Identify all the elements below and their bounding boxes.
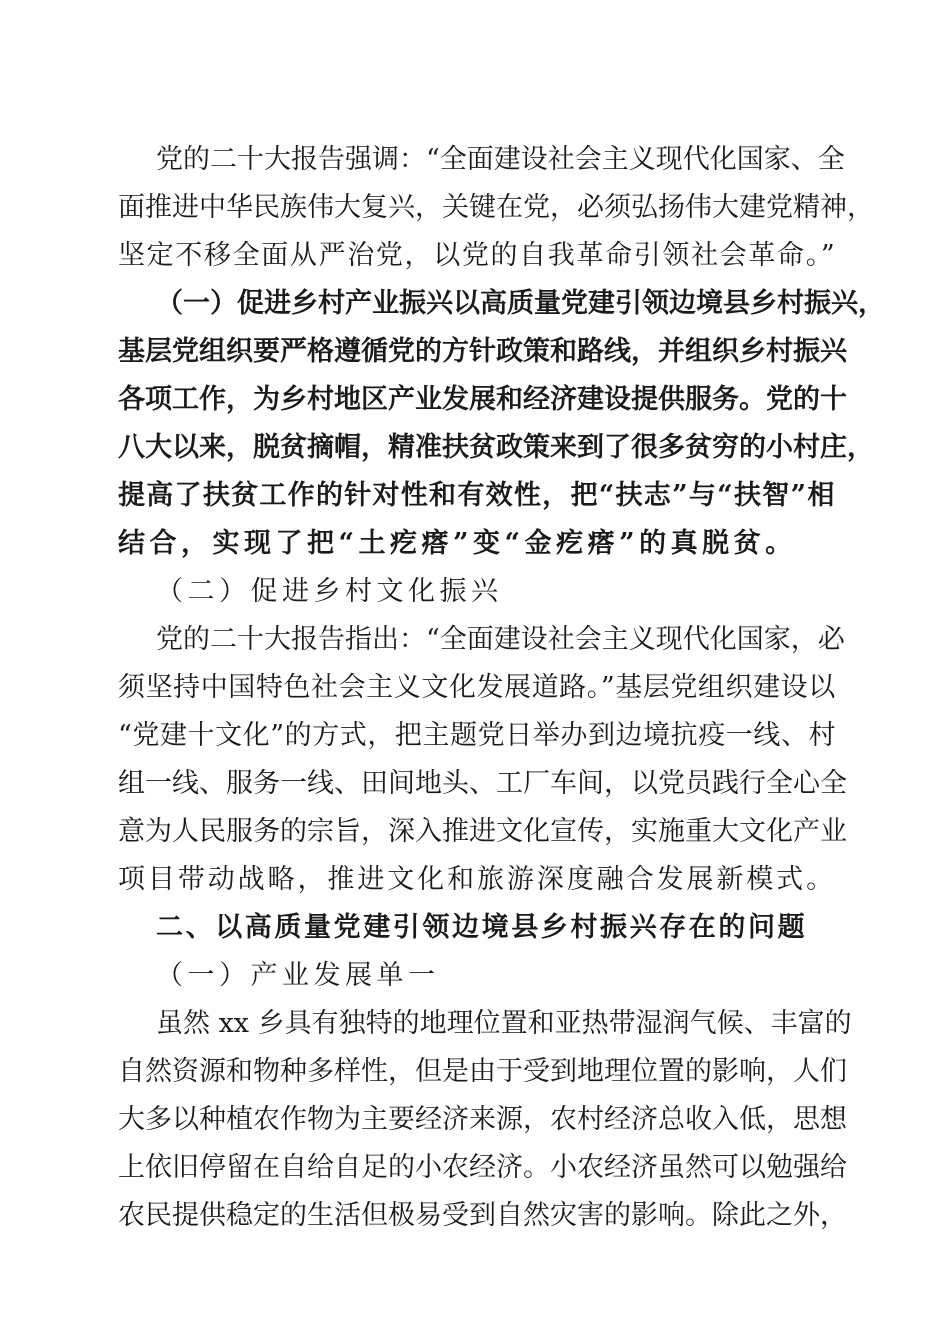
section-2-line-1: 党的二十大报告指出：“全面建设社会主义现代化国家，必 [156,624,845,655]
part-2-sub-1-line-4: 上依旧停留在自给自足的小农经济。小农经济虽然可以勉强给 [118,1152,847,1183]
part-2-sub-1-heading: （一）产业发展单一 [156,960,440,991]
part-2-sub-1-line-2: 自然资源和物种多样性，但是由于受到地理位置的影响，人们 [118,1056,847,1087]
section-2-line-6: 项目带动战略，推进文化和旅游深度融合发展新模式。 [118,864,836,895]
intro-quote-line-3: 坚定不移全面从严治党，以党的自我革命引领社会革命。” [118,240,837,271]
part-2-heading: 二、以高质量党建引领边境县乡村振兴存在的问题 [156,912,808,943]
section-2-heading: （二）促进乡村文化振兴 [156,576,503,607]
section-1-line-4: 八大以来，脱贫摘帽，精准扶贫政策来到了很多贫穷的小村庄， [118,432,874,463]
section-1-line-1: （一）促进乡村产业振兴以高质量党建引领边境县乡村振兴， [156,288,885,319]
section-2-line-4: 组一线、服务一线、田间地头、工厂车间，以党员践行全心全 [118,768,847,799]
section-2-line-5: 意为人民服务的宗旨，深入推进文化宣传，实施重大文化产业 [118,816,847,847]
intro-quote-line-2: 面推进中华民族伟大复兴，关键在党，必须弘扬伟大建党精神， [118,192,874,223]
part-2-sub-1-line-5: 农民提供稳定的生活但极易受到自然灾害的影响。除此之外， [118,1200,847,1231]
section-1-line-3: 各项工作，为乡村地区产业发展和经济建设提供服务。党的十 [118,384,847,415]
section-1-line-6: 结合，实现了把“土疙瘩”变“金疙瘩”的真脱贫。 [118,528,797,559]
part-2-sub-1-line-1: 虽然 xx 乡具有独特的地理位置和亚热带湿润气候、丰富的 [156,1008,852,1039]
section-2-line-2: 须坚持中国特色社会主义文化发展道路。”基层党组织建设以 [118,672,836,703]
intro-quote-line-1: 党的二十大报告强调：“全面建设社会主义现代化国家、全 [156,144,845,175]
section-1-line-5: 提高了扶贫工作的针对性和有效性，把“扶志”与“扶智”相 [118,480,836,511]
section-2-line-3: “党建十文化”的方式，把主题党日举办到边境抗疫一线、村 [118,720,837,751]
section-1-line-2: 基层党组织要严格遵循党的方针政策和路线，并组织乡村振兴 [118,336,847,367]
part-2-sub-1-line-3: 大多以种植农作物为主要经济来源，农村经济总收入低，思想 [118,1104,847,1135]
